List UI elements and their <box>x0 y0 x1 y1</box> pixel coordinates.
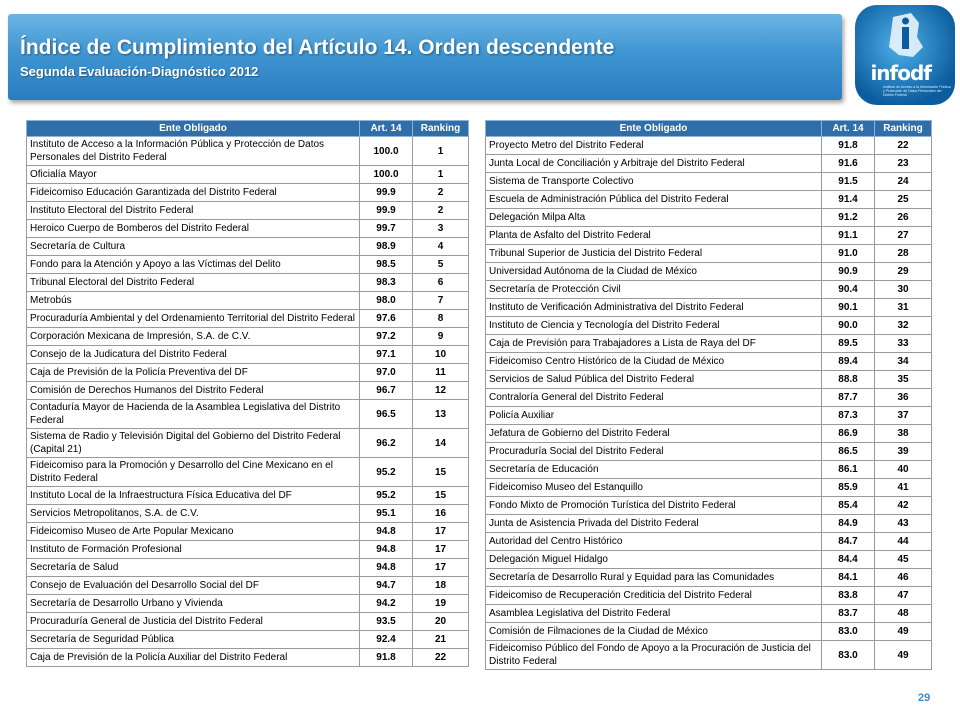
table-row <box>486 317 932 335</box>
art14-value-cell: 90.0 <box>822 317 875 335</box>
ente-name-cell: Escuela de Administración Pública del Distrito Federal <box>486 191 822 209</box>
ente-name-cell: Secretaría de Desarrollo Urbano y Vivienda <box>27 595 360 613</box>
ente-name-cell: Sistema de Radio y Televisión Digital del Gobierno del Distrito Federal (Capital 21) <box>27 429 360 458</box>
ranking-cell: 12 <box>413 382 469 400</box>
art14-value-cell: 83.0 <box>822 641 875 670</box>
ranking-cell: 37 <box>875 407 932 425</box>
ente-name-cell: Consejo de Evaluación del Desarrollo Social del DF <box>27 577 360 595</box>
art14-value-cell: 92.4 <box>360 631 413 649</box>
table-row <box>486 173 932 191</box>
table-row <box>486 443 932 461</box>
art14-value-cell: 94.8 <box>360 541 413 559</box>
table-row <box>27 256 469 274</box>
art14-value-cell: 90.9 <box>822 263 875 281</box>
ranking-cell: 27 <box>875 227 932 245</box>
ranking-cell: 3 <box>413 220 469 238</box>
art14-value-cell: 91.4 <box>822 191 875 209</box>
ente-name-cell: Planta de Asfalto del Distrito Federal <box>486 227 822 245</box>
table-row <box>486 551 932 569</box>
ente-name-cell: Jefatura de Gobierno del Distrito Federal <box>486 425 822 443</box>
ente-name-cell: Secretaría de Cultura <box>27 238 360 256</box>
ente-name-cell: Instituto Electoral del Distrito Federal <box>27 202 360 220</box>
column-header-rank: Ranking <box>875 121 932 137</box>
ranking-cell: 22 <box>875 137 932 155</box>
table-row <box>27 559 469 577</box>
art14-value-cell: 93.5 <box>360 613 413 631</box>
table-row <box>27 292 469 310</box>
table-row <box>27 346 469 364</box>
ente-name-cell: Sistema de Transporte Colectivo <box>486 173 822 191</box>
art14-value-cell: 84.4 <box>822 551 875 569</box>
art14-value-cell: 90.1 <box>822 299 875 317</box>
table-row <box>486 281 932 299</box>
art14-value-cell: 94.7 <box>360 577 413 595</box>
ente-name-cell: Policía Auxiliar <box>486 407 822 425</box>
ente-name-cell: Secretaría de Seguridad Pública <box>27 631 360 649</box>
table-row <box>27 202 469 220</box>
art14-value-cell: 90.4 <box>822 281 875 299</box>
ente-name-cell: Tribunal Superior de Justicia del Distrito Federal <box>486 245 822 263</box>
art14-value-cell: 83.7 <box>822 605 875 623</box>
art14-value-cell: 97.2 <box>360 328 413 346</box>
art14-value-cell: 99.9 <box>360 202 413 220</box>
table-row <box>486 407 932 425</box>
ranking-cell: 31 <box>875 299 932 317</box>
ranking-cell: 16 <box>413 505 469 523</box>
ranking-table-right <box>485 120 932 670</box>
ranking-cell: 40 <box>875 461 932 479</box>
ente-name-cell: Procuraduría General de Justicia del Distrito Federal <box>27 613 360 631</box>
table-row <box>27 184 469 202</box>
ente-name-cell: Autoridad del Centro Histórico <box>486 533 822 551</box>
ranking-cell: 2 <box>413 184 469 202</box>
ranking-cell: 18 <box>413 577 469 595</box>
art14-value-cell: 96.5 <box>360 400 413 429</box>
art14-value-cell: 86.5 <box>822 443 875 461</box>
ranking-cell: 46 <box>875 569 932 587</box>
art14-value-cell: 88.8 <box>822 371 875 389</box>
title-banner <box>8 14 842 100</box>
table-row <box>27 523 469 541</box>
table-row <box>486 497 932 515</box>
infodf-logo-icon <box>853 3 957 107</box>
ente-name-cell: Secretaría de Protección Civil <box>486 281 822 299</box>
table-row <box>486 191 932 209</box>
art14-value-cell: 96.2 <box>360 429 413 458</box>
ranking-table-left <box>26 120 469 667</box>
ente-name-cell: Universidad Autónoma de la Ciudad de México <box>486 263 822 281</box>
art14-value-cell: 98.3 <box>360 274 413 292</box>
table-row <box>486 389 932 407</box>
table-row <box>486 605 932 623</box>
table-row <box>486 245 932 263</box>
ranking-cell: 10 <box>413 346 469 364</box>
ranking-cell: 25 <box>875 191 932 209</box>
table-row <box>486 425 932 443</box>
art14-value-cell: 91.5 <box>822 173 875 191</box>
table-row <box>486 155 932 173</box>
ente-name-cell: Servicios de Salud Pública del Distrito Federal <box>486 371 822 389</box>
ente-name-cell: Fideicomiso Público del Fondo de Apoyo a la Procuración de Justicia del Distrito Federal <box>486 641 822 670</box>
ente-name-cell: Metrobús <box>27 292 360 310</box>
column-header-name: Ente Obligado <box>27 121 360 137</box>
ente-name-cell: Procuraduría Social del Distrito Federal <box>486 443 822 461</box>
ranking-cell: 9 <box>413 328 469 346</box>
ente-name-cell: Fideicomiso Museo del Estanquillo <box>486 479 822 497</box>
ranking-cell: 17 <box>413 559 469 577</box>
ente-name-cell: Contraloría General del Distrito Federal <box>486 389 822 407</box>
ranking-cell: 11 <box>413 364 469 382</box>
logo-text: infodf <box>870 61 931 85</box>
ente-name-cell: Servicios Metropolitanos, S.A. de C.V. <box>27 505 360 523</box>
ente-name-cell: Proyecto Metro del Distrito Federal <box>486 137 822 155</box>
art14-value-cell: 85.9 <box>822 479 875 497</box>
table-row <box>27 505 469 523</box>
ente-name-cell: Fideicomiso para la Promoción y Desarrollo del Cine Mexicano en el Distrito Federal <box>27 458 360 487</box>
ranking-cell: 32 <box>875 317 932 335</box>
table-row <box>27 364 469 382</box>
ente-name-cell: Comisión de Derechos Humanos del Distrito Federal <box>27 382 360 400</box>
ranking-cell: 1 <box>413 137 469 166</box>
ente-name-cell: Consejo de la Judicatura del Distrito Federal <box>27 346 360 364</box>
ente-name-cell: Contaduría Mayor de Hacienda de la Asamblea Legislativa del Distrito Federal <box>27 400 360 429</box>
table-row <box>486 461 932 479</box>
table-row <box>27 328 469 346</box>
ranking-cell: 24 <box>875 173 932 191</box>
ranking-cell: 30 <box>875 281 932 299</box>
art14-value-cell: 97.0 <box>360 364 413 382</box>
table-row <box>27 166 469 184</box>
ente-name-cell: Delegación Milpa Alta <box>486 209 822 227</box>
ente-name-cell: Junta Local de Conciliación y Arbitraje del Distrito Federal <box>486 155 822 173</box>
page-subtitle: Segunda Evaluación-Diagnóstico 2012 <box>20 64 259 79</box>
ranking-cell: 34 <box>875 353 932 371</box>
ente-name-cell: Caja de Previsión de la Policía Auxiliar del Distrito Federal <box>27 649 360 667</box>
ranking-cell: 43 <box>875 515 932 533</box>
art14-value-cell: 84.9 <box>822 515 875 533</box>
ranking-cell: 15 <box>413 458 469 487</box>
page-number: 29 <box>918 692 931 704</box>
art14-value-cell: 99.7 <box>360 220 413 238</box>
table-row <box>27 220 469 238</box>
ente-name-cell: Fondo Mixto de Promoción Turística del Distrito Federal <box>486 497 822 515</box>
ente-name-cell: Fideicomiso Educación Garantizada del Distrito Federal <box>27 184 360 202</box>
table-row <box>27 613 469 631</box>
art14-value-cell: 98.0 <box>360 292 413 310</box>
ranking-cell: 2 <box>413 202 469 220</box>
ranking-cell: 29 <box>875 263 932 281</box>
ente-name-cell: Heroico Cuerpo de Bomberos del Distrito Federal <box>27 220 360 238</box>
table-row <box>27 137 469 166</box>
ente-name-cell: Instituto de Acceso a la Información Pública y Protección de Datos Personales del Distrito Federal <box>27 137 360 166</box>
ranking-cell: 4 <box>413 238 469 256</box>
table-row <box>27 541 469 559</box>
ranking-cell: 41 <box>875 479 932 497</box>
ranking-cell: 49 <box>875 623 932 641</box>
ente-name-cell: Secretaría de Educación <box>486 461 822 479</box>
art14-value-cell: 86.9 <box>822 425 875 443</box>
table-row <box>486 371 932 389</box>
art14-value-cell: 89.5 <box>822 335 875 353</box>
art14-value-cell: 84.1 <box>822 569 875 587</box>
art14-value-cell: 97.6 <box>360 310 413 328</box>
art14-value-cell: 84.7 <box>822 533 875 551</box>
ranking-cell: 36 <box>875 389 932 407</box>
table-row <box>27 458 469 487</box>
table-row <box>27 631 469 649</box>
table-row <box>486 263 932 281</box>
table-row <box>27 400 469 429</box>
art14-value-cell: 91.8 <box>822 137 875 155</box>
art14-value-cell: 95.2 <box>360 458 413 487</box>
ranking-cell: 39 <box>875 443 932 461</box>
ranking-cell: 45 <box>875 551 932 569</box>
column-header-name: Ente Obligado <box>486 121 822 137</box>
art14-value-cell: 89.4 <box>822 353 875 371</box>
table-row <box>486 479 932 497</box>
ranking-cell: 38 <box>875 425 932 443</box>
art14-value-cell: 83.8 <box>822 587 875 605</box>
ente-name-cell: Instituto de Formación Profesional <box>27 541 360 559</box>
table-row <box>486 209 932 227</box>
table-row <box>486 299 932 317</box>
ranking-cell: 17 <box>413 523 469 541</box>
page-title: Índice de Cumplimiento del Artículo 14. Orden descendente <box>20 36 615 59</box>
art14-value-cell: 98.9 <box>360 238 413 256</box>
ranking-cell: 20 <box>413 613 469 631</box>
ente-name-cell: Corporación Mexicana de Impresión, S.A. de C.V. <box>27 328 360 346</box>
art14-value-cell: 96.7 <box>360 382 413 400</box>
art14-value-cell: 97.1 <box>360 346 413 364</box>
art14-value-cell: 98.5 <box>360 256 413 274</box>
ente-name-cell: Caja de Previsión de la Policía Preventiva del DF <box>27 364 360 382</box>
table-row <box>27 429 469 458</box>
art14-value-cell: 86.1 <box>822 461 875 479</box>
ranking-cell: 7 <box>413 292 469 310</box>
ranking-cell: 8 <box>413 310 469 328</box>
table-row <box>486 353 932 371</box>
art14-value-cell: 95.1 <box>360 505 413 523</box>
ranking-cell: 21 <box>413 631 469 649</box>
ranking-cell: 42 <box>875 497 932 515</box>
ranking-cell: 13 <box>413 400 469 429</box>
art14-value-cell: 91.8 <box>360 649 413 667</box>
table-row <box>27 577 469 595</box>
art14-value-cell: 100.0 <box>360 137 413 166</box>
table-row <box>27 382 469 400</box>
table-row <box>486 587 932 605</box>
table-row <box>486 227 932 245</box>
ranking-cell: 26 <box>875 209 932 227</box>
ente-name-cell: Junta de Asistencia Privada del Distrito Federal <box>486 515 822 533</box>
ente-name-cell: Instituto Local de la Infraestructura Física Educativa del DF <box>27 487 360 505</box>
art14-value-cell: 99.9 <box>360 184 413 202</box>
table-row <box>486 533 932 551</box>
ranking-cell: 5 <box>413 256 469 274</box>
table-row <box>27 238 469 256</box>
ranking-cell: 23 <box>875 155 932 173</box>
ente-name-cell: Oficialía Mayor <box>27 166 360 184</box>
art14-value-cell: 91.0 <box>822 245 875 263</box>
art14-value-cell: 87.3 <box>822 407 875 425</box>
ente-name-cell: Secretaría de Desarrollo Rural y Equidad para las Comunidades <box>486 569 822 587</box>
table-row <box>486 335 932 353</box>
ente-name-cell: Caja de Previsión para Trabajadores a Lista de Raya del DF <box>486 335 822 353</box>
art14-value-cell: 95.2 <box>360 487 413 505</box>
ranking-cell: 14 <box>413 429 469 458</box>
ranking-cell: 1 <box>413 166 469 184</box>
ente-name-cell: Tribunal Electoral del Distrito Federal <box>27 274 360 292</box>
ranking-cell: 44 <box>875 533 932 551</box>
ente-name-cell: Delegación Miguel Hidalgo <box>486 551 822 569</box>
table-header-row <box>486 121 932 137</box>
column-header-rank: Ranking <box>413 121 469 137</box>
table-row <box>27 310 469 328</box>
ente-name-cell: Fideicomiso Centro Histórico de la Ciudad de México <box>486 353 822 371</box>
art14-value-cell: 85.4 <box>822 497 875 515</box>
table-row <box>27 487 469 505</box>
art14-value-cell: 94.2 <box>360 595 413 613</box>
art14-value-cell: 83.0 <box>822 623 875 641</box>
table-row <box>486 569 932 587</box>
ente-name-cell: Fideicomiso de Recuperación Crediticia del Distrito Federal <box>486 587 822 605</box>
ente-name-cell: Comisión de Filmaciones de la Ciudad de México <box>486 623 822 641</box>
ranking-cell: 22 <box>413 649 469 667</box>
art14-value-cell: 94.8 <box>360 523 413 541</box>
table-row <box>27 274 469 292</box>
ranking-cell: 17 <box>413 541 469 559</box>
ranking-cell: 49 <box>875 641 932 670</box>
ranking-cell: 28 <box>875 245 932 263</box>
ente-name-cell: Fideicomiso Museo de Arte Popular Mexicano <box>27 523 360 541</box>
art14-value-cell: 87.7 <box>822 389 875 407</box>
art14-value-cell: 91.1 <box>822 227 875 245</box>
ranking-cell: 19 <box>413 595 469 613</box>
ente-name-cell: Instituto de Ciencia y Tecnología del Distrito Federal <box>486 317 822 335</box>
ente-name-cell: Secretaría de Salud <box>27 559 360 577</box>
table-row <box>27 649 469 667</box>
column-header-value: Art. 14 <box>360 121 413 137</box>
ente-name-cell: Procuraduría Ambiental y del Ordenamiento Territorial del Distrito Federal <box>27 310 360 328</box>
table-row <box>486 515 932 533</box>
ente-name-cell: Fondo para la Atención y Apoyo a las Víctimas del Delito <box>27 256 360 274</box>
ranking-cell: 6 <box>413 274 469 292</box>
logo-small-text: Instituto de Acceso a la Información Pública y Protección de Datos Personales del Distrito Federal <box>883 85 951 97</box>
column-header-value: Art. 14 <box>822 121 875 137</box>
table-row <box>486 137 932 155</box>
ranking-cell: 33 <box>875 335 932 353</box>
art14-value-cell: 94.8 <box>360 559 413 577</box>
table-row <box>486 623 932 641</box>
ranking-cell: 48 <box>875 605 932 623</box>
table-row <box>27 595 469 613</box>
table-header-row <box>27 121 469 137</box>
ente-name-cell: Asamblea Legislativa del Distrito Federal <box>486 605 822 623</box>
art14-value-cell: 91.2 <box>822 209 875 227</box>
ranking-cell: 35 <box>875 371 932 389</box>
art14-value-cell: 91.6 <box>822 155 875 173</box>
ranking-cell: 15 <box>413 487 469 505</box>
ranking-cell: 47 <box>875 587 932 605</box>
ente-name-cell: Instituto de Verificación Administrativa del Distrito Federal <box>486 299 822 317</box>
art14-value-cell: 100.0 <box>360 166 413 184</box>
table-row <box>486 641 932 670</box>
